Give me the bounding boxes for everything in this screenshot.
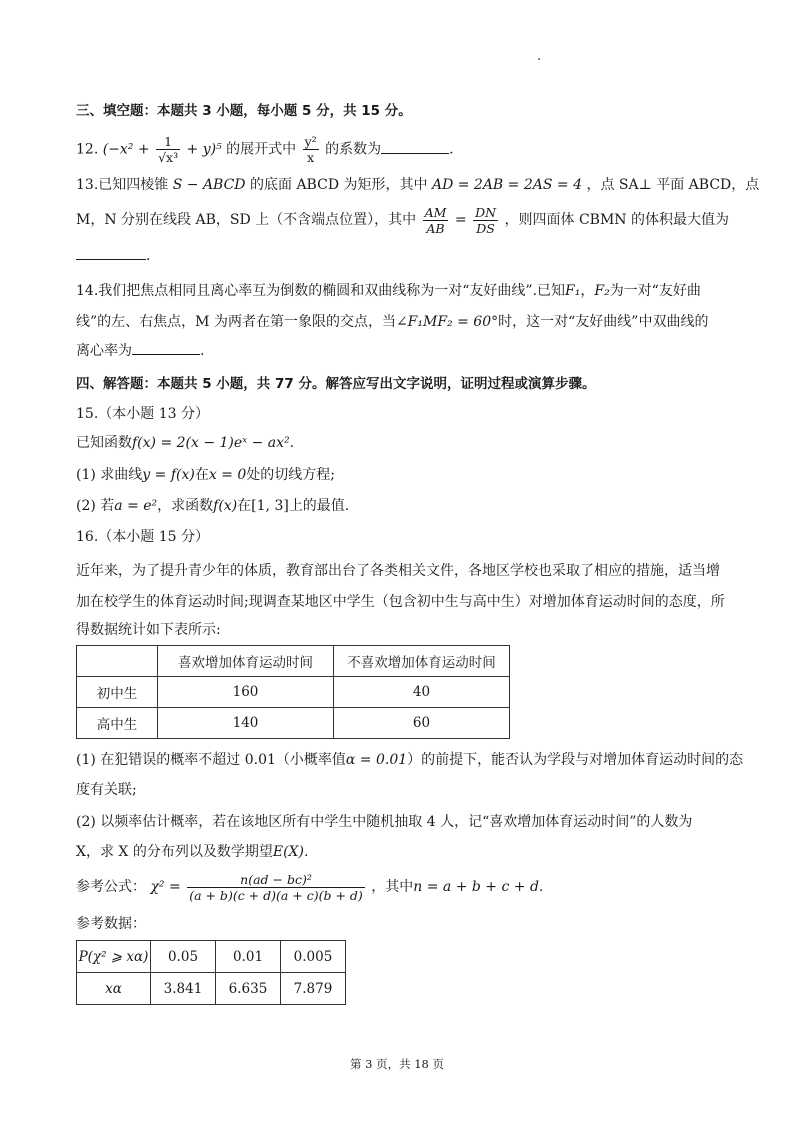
q12-fraction: $\frac{1}{\text{√x³}}$ [158,134,179,165]
table-cell: 140 [158,708,334,739]
answer-blank[interactable] [76,258,146,260]
table-cell: 0.05 [151,941,216,973]
table-cell: 160 [158,677,334,708]
table-cell [77,646,158,677]
q15-part1: (1) 求曲线y = f(x)在x = 0处的切线方程; [76,467,335,483]
table-row [77,941,346,973]
table-cell: 60 [334,708,510,739]
answer-blank[interactable] [132,353,200,355]
question-13-line1: 13.已知四棱锥 S − ABCD 的底面 ABCD 为矩形，其中 AD = 2AB = 2AS = 4 ，点 SA⊥ 平面 ABCD，点 [76,177,760,193]
question-14-line2: 线”的左、右焦点，M 为两者在第一象限的交点，当∠F₁MF₂ = 60°时，这一对“友好曲线”中双曲线的 [76,314,709,330]
table-row [77,973,346,1005]
q16-para-line2: 加在校学生的体育运动时间;现调查某地区中学生（包含初中生与高中生）对增加体育运动时间的态度，所 [76,594,725,610]
section4-header: 四、解答题：本题共 5 小题，共 77 分。解答应写出文字说明，证明过程或演算步骤。 [76,376,596,392]
survey-table [76,645,510,739]
chi-square-fraction: $\frac{\text{n(ad − bc)²}}{(a + b)(c + d)(a + c)(b + d)}$ [189,871,363,903]
q12-term: $\frac{\text{y²}}{x}$ [304,134,317,165]
scan-dot [538,58,540,60]
page-footer: 第 3 页，共 18 页 [349,1057,445,1071]
table-cell: 初中生 [77,677,158,708]
question-13-line2: M，N 分别在线段 AB，SD 上（不含端点位置），其中 $\frac{AM}{AB}$ = $\frac{DN}{DS}$ ，则四面体 CBMN 的体积最大值为 [76,204,729,236]
q13-fraction-am-ab: $\frac{AM}{AB}$ [424,204,447,236]
question-14-line3: 离心率为 . [76,343,205,359]
q16-part1-line1: (1) 在犯错误的概率不超过 0.01（小概率值α = 0.01）的前提下，能否认为学段与对增加体育运动时间的态 [76,752,744,768]
table-cell: 0.01 [216,941,281,973]
table-cell: 高中生 [77,708,158,739]
table-cell: 7.879 [281,973,346,1005]
section3-header: 三、填空题：本题共 3 小题，每小题 5 分，共 15 分。 [76,103,412,119]
q16-formula: 参考公式： χ² = $\frac{\text{n(ad − bc)²}}{(a + b)(c + d)(a + c)(b + d)}$ ，其中n = a + b + c + d. [76,871,544,903]
q16-para-line3: 得数据统计如下表所示: [76,622,221,638]
reference-table [76,940,346,1005]
table-cell: 3.841 [151,973,216,1005]
q16-para-line1: 近年来，为了提升青少年的体质，教育部出台了各类相关文件，各地区学校也采取了相应的措施，适当增 [76,563,720,579]
q15-part2: (2) 若a = e²，求函数f(x)在[1, 3]上的最值. [76,498,350,514]
q15-title: 15.（本小题 13 分） [76,406,209,422]
answer-blank[interactable] [381,152,449,154]
q13-fraction-dn-ds: $\frac{DN}{DS}$ [475,204,497,236]
table-cell: 不喜欢增加体育运动时间 [334,646,510,677]
question-14-line1: 14.我们把焦点相同且离心率互为倒数的椭圆和双曲线称为一对“友好曲线”.已知F₁，F₂为一对“友好曲 [76,283,701,299]
table-cell: xα [77,973,151,1005]
q16-part2-line1: (2) 以频率估计概率，若在该地区所有中学生中随机抽取 4 人，记“喜欢增加体育运动时间”的人数为 [76,814,693,830]
q16-part1-line2: 度有关联; [76,782,137,798]
table-row [77,708,510,739]
q16-part2-line2: X，求 X 的分布列以及数学期望E(X). [76,844,309,860]
question-12: 12. (−x² + $\frac{1}{\text{√x³}}$ + y)⁵ 的展开式中 $\frac{\text{y²}}{x}$ 的系数为 . [76,134,454,165]
question-13-line3: . [76,246,734,266]
table-row [77,677,510,708]
q15-stem: 已知函数f(x) = 2(x − 1)eˣ − ax². [76,435,295,451]
table-cell: 0.005 [281,941,346,973]
table-cell: 喜欢增加体育运动时间 [158,646,334,677]
q16-data-label: 参考数据： [76,916,146,932]
table-cell: 6.635 [216,973,281,1005]
table-cell: 40 [334,677,510,708]
table-header-row [77,646,510,677]
table-cell: P(χ² ⩾ xα) [77,941,151,973]
q16-title: 16.（本小题 15 分） [76,529,209,545]
